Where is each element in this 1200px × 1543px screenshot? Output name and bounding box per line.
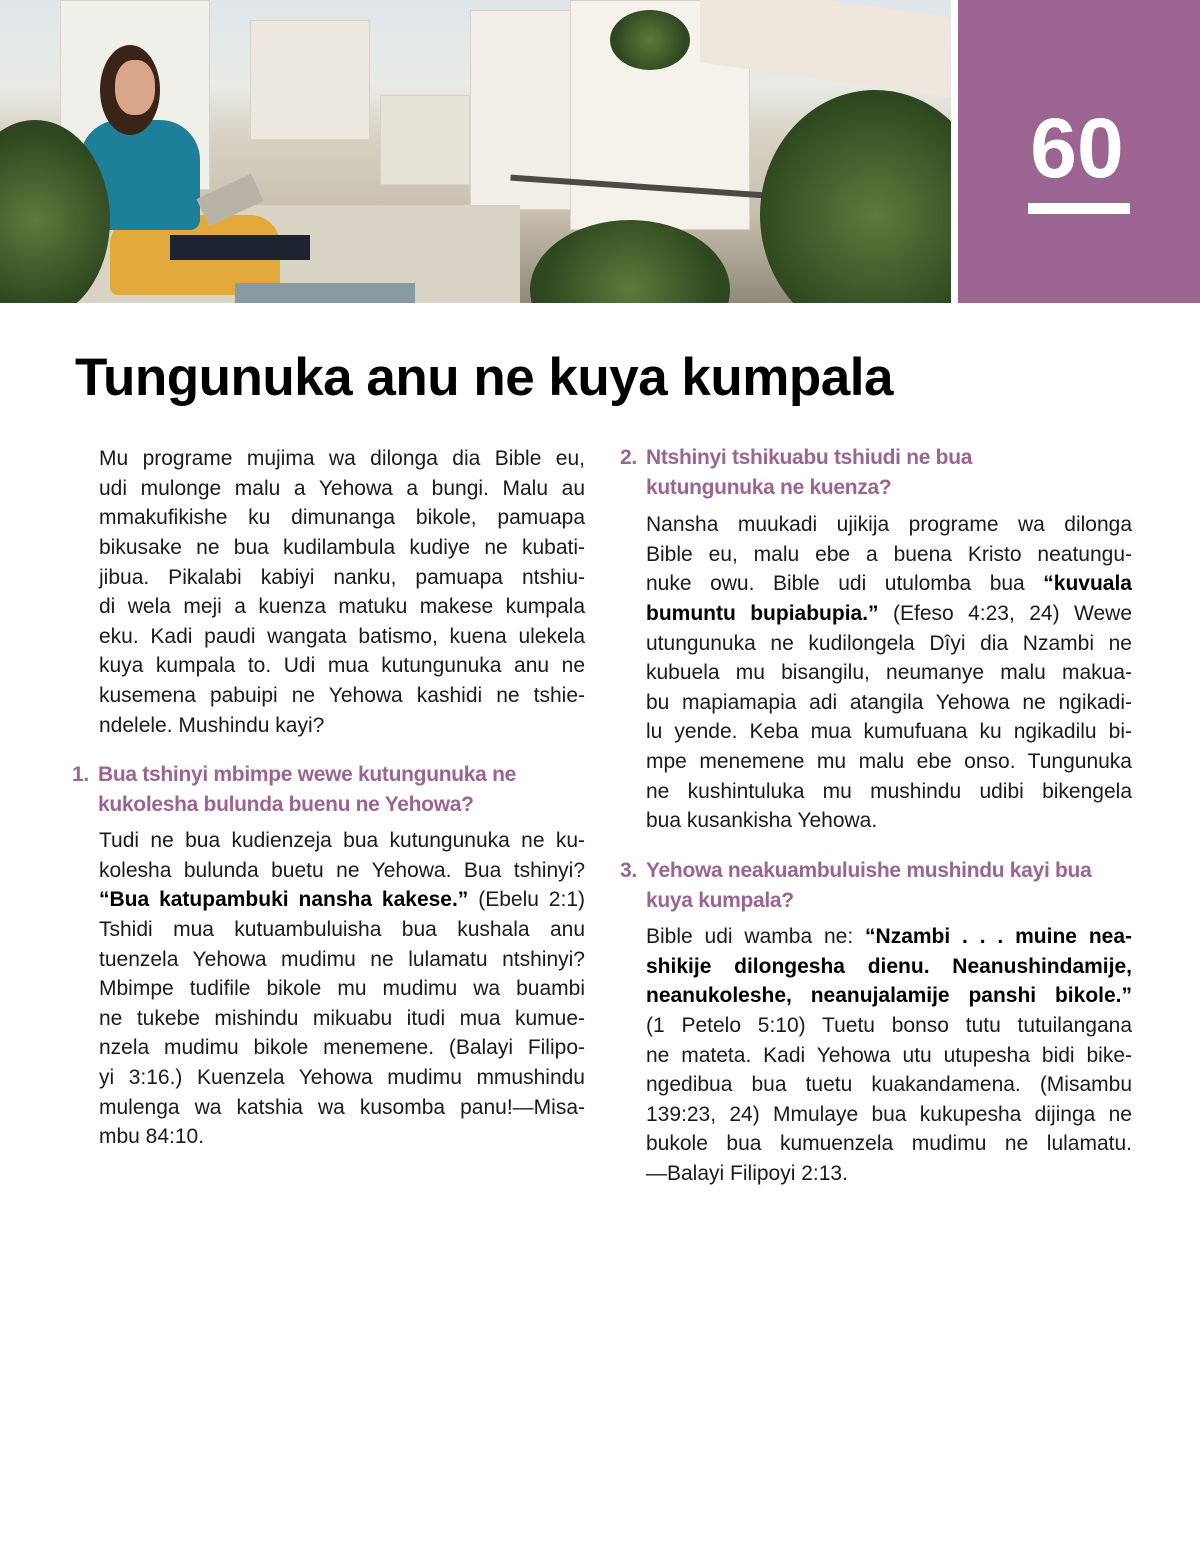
text-line (646, 952, 1132, 982)
text-line: (1 Petelo 5:10) Tuetu bonso tutu tutuilangana (646, 1013, 1132, 1037)
text-line: udi mulonge malu a Yehowa a bungi. Malu au (99, 476, 585, 500)
question-text-line: Yehowa neakuambuluishe mushindu kayi bua (646, 859, 1092, 882)
text-line: jibua. Pikalabi kabiyi nanku, pamuapa ntshiu- (99, 565, 585, 589)
question-text-line: Ntshinyi tshikuabu tshiudi ne bua (646, 446, 973, 469)
text-line: —Balayi Filipoyi 2:13. (646, 1162, 848, 1186)
lesson-number-badge (958, 0, 1200, 303)
text-line: mmakufikishe ku dimunanga bikole, pamuapa (99, 506, 585, 530)
text-line (646, 569, 1132, 599)
bold-quote: “kuvuala (1043, 572, 1132, 596)
text-line: nzela mudimu bikole menemene. (Balayi Filipo- (99, 1036, 585, 1060)
text-line: kuya kumpala to. Udi mua kutungunuka anu ne (99, 654, 585, 678)
text-line: bukole bua kumuenzela mudimu ne lulamatu. (646, 1132, 1132, 1156)
question-2-heading (620, 443, 1140, 503)
bold-quote: bumuntu bupiabupia.” (646, 601, 879, 625)
text-line: ne kushintuluka mu mushindu udibi bikengela (646, 779, 1132, 803)
answer-3-paragraph (646, 922, 1132, 1189)
text-segment: (Efeso 4:23, 24) Wewe (878, 601, 1132, 625)
text-line: bikusake ne bua kudilambula kudiye ne kubati- (99, 535, 585, 559)
text-line: Bible eu, malu ebe a buena Kristo neatungu- (646, 542, 1132, 566)
question-3-heading (620, 856, 1140, 916)
text-line: lu yende. Keba mua kumufuana ku ngikadilu bi- (646, 720, 1132, 744)
text-line: 139:23, 24) Mmulaye bua kukupesha dijinga ne (646, 1102, 1132, 1126)
text-line: kolesha bulunda buetu ne Yehowa. Bua tshinyi? (99, 858, 585, 882)
question-number: 3. (620, 859, 637, 882)
text-line: Tshidi mua kutuambuluisha bua kushala anu (99, 917, 585, 941)
text-line: bu mapiamapia adi atangila Yehowa ne ngikadi- (646, 690, 1132, 714)
bold-quote: “Nzambi . . . muine nea- (865, 925, 1132, 948)
text-line: mbu 84:10. (99, 1125, 205, 1149)
question-text-line: kuya kumpala? (646, 889, 794, 912)
question-1-heading (72, 760, 592, 820)
text-line: ne mateta. Kadi Yehowa utu utupesha bidi bike- (646, 1043, 1132, 1067)
text-line: Tudi ne bua kudienzeja bua kutungunuka ne ku- (99, 829, 585, 852)
text-line: Nansha muukadi ujikija programe wa dilonga (646, 513, 1132, 536)
text-line: mulenga wa katshia wa kusomba panu!—Misa- (99, 1095, 585, 1119)
answer-1-paragraph (99, 826, 585, 1152)
text-line: Mu programe mujima wa dilonga dia Bible eu, (99, 447, 585, 470)
text-line: ngedibua bua tuetu kuakandamena. (Misambu (646, 1073, 1132, 1097)
page-title: Tungunuka anu ne kuya kumpala (75, 348, 893, 407)
text-segment: (Ebelu 2:1) (468, 888, 585, 912)
question-number: 1. (72, 763, 89, 786)
text-line: kubuela mu bisangilu, neumanye malu makua- (646, 661, 1132, 685)
text-line: utungunuka ne kudilongela Dîyi dia Nzambi ne (646, 631, 1132, 655)
text-line (646, 599, 1132, 629)
text-line: di wela meji a kuenza matuku makese kumpala (99, 595, 585, 619)
text-segment: Bible udi wamba ne: (646, 925, 866, 948)
text-line: tuenzela Yehowa mudimu ne lulamatu ntshinyi? (99, 947, 585, 971)
bold-quote: shikije dilongesha dienu. Neanushindamije, (646, 954, 1132, 978)
text-line: eku. Kadi paudi wangata batismo, kuena ulekela (99, 624, 585, 648)
intro-paragraph (99, 444, 585, 740)
text-line: bua kusankisha Yehowa. (646, 809, 878, 833)
question-text-line: kukolesha bulunda buenu ne Yehowa? (98, 793, 474, 816)
answer-2-paragraph (646, 510, 1132, 836)
text-line: yi 3:16.) Kuenzela Yehowa mudimu mmushindu (99, 1066, 585, 1090)
text-line (646, 922, 1132, 952)
lesson-number-underline (1028, 203, 1130, 214)
text-line (646, 981, 1132, 1011)
question-text-line: Bua tshinyi mbimpe wewe kutungunuka ne (98, 763, 516, 786)
lesson-number: 60 (1030, 101, 1124, 195)
text-line (99, 885, 585, 915)
question-text-line: kutungunuka ne kuenza? (646, 476, 892, 499)
question-number: 2. (620, 446, 637, 469)
text-line: kusemena pabuipi ne Yehowa kashidi ne tshie- (99, 684, 585, 708)
text-line: Mbimpe tudifile bikole mu mudimu wa buambi (99, 977, 585, 1001)
text-line: ndelele. Mushindu kayi? (99, 713, 325, 737)
bold-quote: neanukoleshe, neanujalamije panshi bikole.” (646, 984, 1132, 1008)
bold-quote: “Bua katupambuki nansha kakese.” (99, 888, 469, 912)
hero-photo-woman-on-balcony-reading (0, 0, 951, 303)
text-segment: nuke owu. Bible udi utulomba bua (646, 572, 1044, 596)
text-line: mpe menemene mu malu ebe onso. Tungunuka (646, 750, 1132, 774)
text-line: ne tukebe mishindu mikuabu itudi mua kumue- (99, 1006, 585, 1030)
